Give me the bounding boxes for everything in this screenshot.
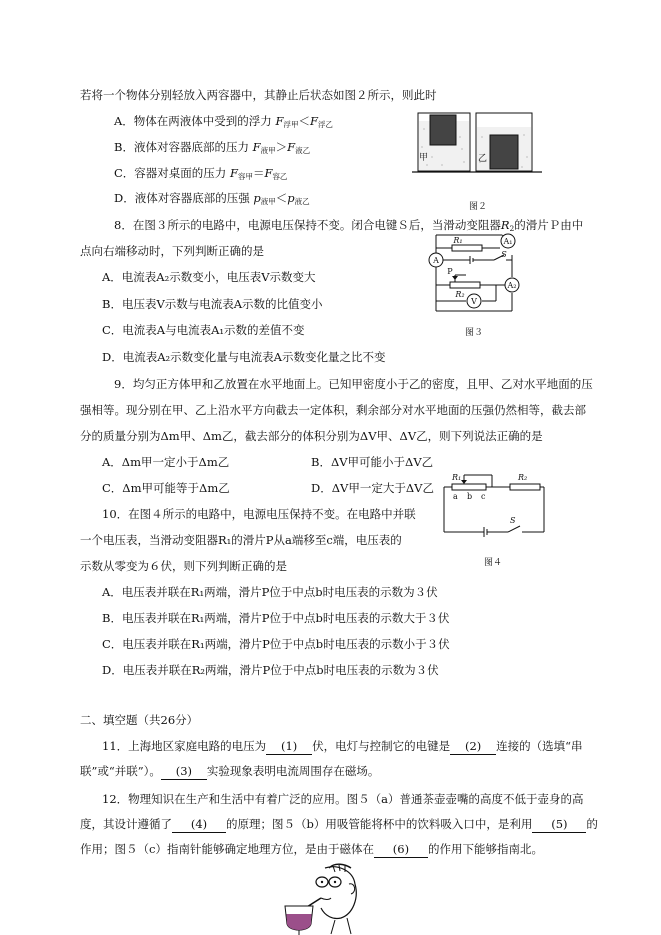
r1-label: R₁ xyxy=(453,236,463,245)
blank-4: (4) xyxy=(172,816,226,833)
r2-label: R₂ xyxy=(455,290,465,299)
ammeter-a1-label: A₁ xyxy=(503,237,513,246)
q12-line-3: 作用；图５（c）指南针能够确定地理方位，是由于磁体在 (6) 的作用下能够指南北。 xyxy=(80,842,543,856)
q10-line-1: 10．在图４所示的电路中，电源电压保持不变。在电路中并联 xyxy=(102,507,416,521)
q10-option-c: C．电压表并联在R₁两端，滑片P位于中点b时电压表的示数小于３伏 xyxy=(102,637,450,651)
q10-line-3: 示数从零变为６伏，则下列判断正确的是 xyxy=(80,559,287,573)
ammeter-a2-label: A₂ xyxy=(507,281,517,290)
fig4-point-a: a xyxy=(453,492,458,501)
q8-option-c: C．电流表A与电流表A₁示数的差值不变 xyxy=(102,323,305,337)
figure-2-label-left: 甲 xyxy=(419,153,429,163)
blank-1: (1) xyxy=(266,738,312,755)
figure-2-label-right: 乙 xyxy=(478,154,488,164)
q8-stem-line-2: 点向右端移动时，下列判断正确的是 xyxy=(80,244,264,258)
q11-line-2: 联”或“并联”）。 (3) 实验现象表明电流周围存在磁场。 xyxy=(80,764,380,778)
voltmeter-v-label: V xyxy=(471,297,477,306)
q9-line-1: 9．均匀正方体甲和乙放置在水平地面上。已知甲密度小于乙的密度，且甲、乙对水平地面的压 xyxy=(114,377,593,391)
blank-3: (3) xyxy=(161,763,207,780)
switch-s-label: S xyxy=(501,250,507,259)
q9-line-2: 强相等。现分别在甲、乙上沿水平方向截去一定体积，剩余部分对水平地面的压强仍然相等，截去部 xyxy=(80,403,586,417)
figure-2-caption: 图２ xyxy=(469,202,488,212)
fig4-point-c: c xyxy=(481,492,486,501)
q7-option-a: A．物体在两液体中受到的浮力 $F_{浮甲}<F_{浮乙}$ xyxy=(114,114,333,129)
q9-line-3: 分的质量分别为Δm甲、Δm乙，截去部分的体积分别为ΔV甲、ΔV乙，则下列说法正确的是 xyxy=(80,429,543,443)
q10-option-b: B．电压表并联在R₁两端，滑片P位于中点b时电压表的示数大于３伏 xyxy=(102,611,450,625)
slider-p-label: P xyxy=(447,267,453,276)
q10-line-2: 一个电压表，当滑动变阻器R₁的滑片P从a端移至c端，电压表的 xyxy=(80,533,402,547)
section-2-heading: 二、填空题（共26分） xyxy=(80,713,199,727)
q9-option-c: C．Δm甲可能等于Δm乙 xyxy=(102,481,230,495)
q8-option-d: D．电流表A₂示数变化量与电流表A示数变化量之比不变 xyxy=(102,350,386,364)
figure-2-containers xyxy=(412,107,542,177)
fig4-switch-label: S xyxy=(510,516,516,525)
fig4-r2-label: R₂ xyxy=(518,473,528,482)
blank-5: (5) xyxy=(532,816,586,833)
q7-option-d: D．液体对容器底部的压强 $p_{液甲}<p_{液乙}$ xyxy=(114,191,310,206)
fig4-r1-label: R₁ xyxy=(452,473,462,482)
q12-line-1: 12．物理知识在生产和生活中有着广泛的应用。图５（a）普通茶壶壶嘴的高度不低于壶身的高 xyxy=(102,792,584,806)
figure-4-caption: 图４ xyxy=(484,558,503,568)
q7-option-b: B．液体对容器底部的压力 $F_{液甲}>F_{液乙}$ xyxy=(114,140,311,155)
q9-option-b: B．ΔV甲可能小于ΔV乙 xyxy=(311,455,434,469)
figure-3-circuit xyxy=(412,227,528,319)
q11-line-1: 11．上海地区家庭电路的电压为 (1) 伏，电灯与控制它的电键是 (2) 连接的（选填“串 xyxy=(102,739,583,753)
figure-4-circuit xyxy=(440,470,550,550)
fig4-point-b: b xyxy=(467,492,473,501)
blank-2: (2) xyxy=(450,738,496,755)
figure-3-caption: 图３ xyxy=(465,328,484,338)
q10-option-d: D．电压表并联在R₂两端，滑片P位于中点b时电压表的示数为３伏 xyxy=(102,663,439,677)
q8-option-b: B．电压表V示数与电流表A示数的比值变小 xyxy=(102,297,323,311)
q9-option-d: D．ΔV甲一定大于ΔV乙 xyxy=(311,481,434,495)
q12-line-2: 度，其设计遵循了 (4) 的原理；图５（b）用吸管能将杯中的饮料吸入口中，是利用 (5) 的 xyxy=(80,817,598,831)
q9-option-a: A．Δm甲一定小于Δm乙 xyxy=(102,455,230,469)
intro-line: 若将一个物体分别轻放入两容器中，其静止后状态如图２所示，则此时 xyxy=(80,88,437,102)
ammeter-a-label: A xyxy=(433,256,439,265)
figure-5b-straw-drinking-illustration xyxy=(275,862,365,935)
q8-option-a: A．电流表A₂示数变小，电压表V示数变大 xyxy=(102,270,316,284)
q7-option-c: C．容器对桌面的压力 $F_{容甲}=F_{容乙}$ xyxy=(114,166,288,181)
q8-stem-line-1: 8．在图３所示的电路中，电源电压保持不变。闭合电键Ｓ后，当滑动变阻器$R_2$的滑片Ｐ由中 xyxy=(114,218,584,233)
blank-6: (6) xyxy=(374,841,428,858)
q10-option-a: A．电压表并联在R₁两端，滑片P位于中点b时电压表的示数为３伏 xyxy=(102,585,438,599)
